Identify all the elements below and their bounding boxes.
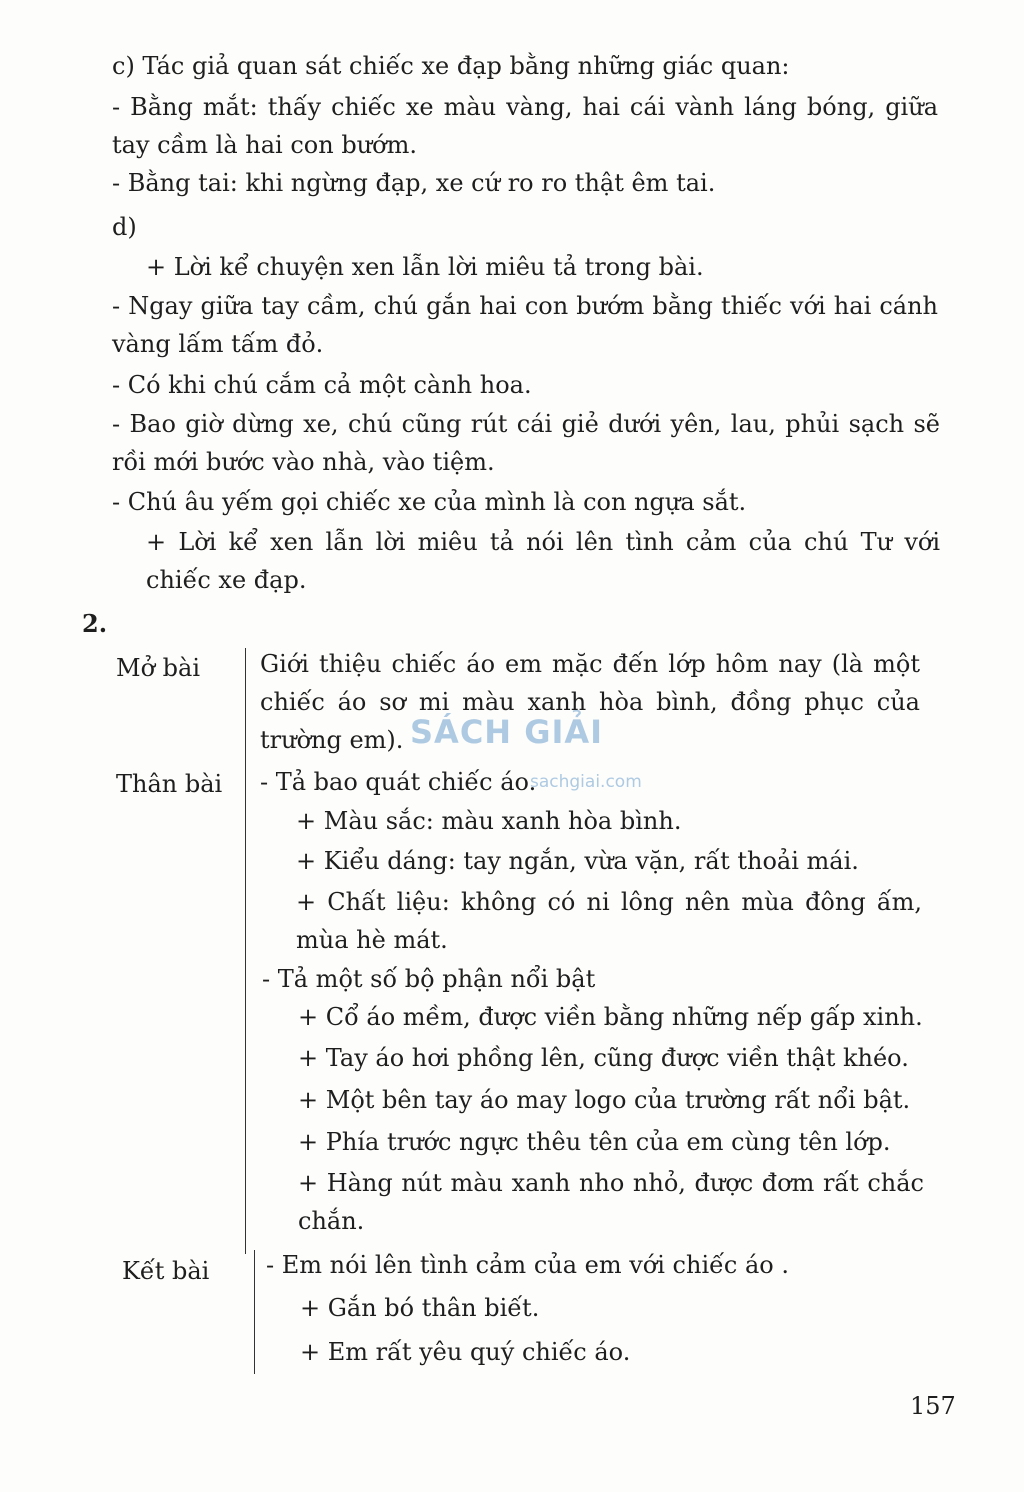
than-bai-collar: + Cổ áo mềm, được viền bằng những nếp gấp xinh. [298,1003,923,1031]
page-number: 157 [910,1392,956,1420]
than-bai-material: + Chất liệu: không có ni lông nên mùa đông ấm, mùa hè mát. [296,888,922,954]
d-intro: + Lời kể chuyện xen lẫn lời miêu tả trong bài. [146,253,704,281]
table-divider-bottom [254,1250,255,1374]
than-bai-buttons: + Hàng nút màu xanh nho nhỏ, được đơm rất chắc chắn. [298,1169,924,1235]
c-intro: c) Tác giả quan sát chiếc xe đạp bằng những giác quan: [112,52,790,80]
than-bai-overview: - Tả bao quát chiếc áo. [260,768,537,796]
than-bai-parts: - Tả một số bộ phận nổi bật [262,965,596,993]
than-bai-sleeve: + Tay áo hơi phồng lên, cũng được viền thật khéo. [298,1044,909,1072]
watermark-brand: SÁCH GIẢI [410,713,604,751]
than-bai-name: + Phía trước ngực thêu tên của em cùng tên lớp. [298,1128,891,1156]
section-2-number: 2. [82,609,108,638]
d-conclusion: + Lời kể xen lẫn lời miêu tả nói lên tình cảm của chú Tư với chiếc xe đạp. [146,528,940,594]
ket-bai-feeling: - Em nói lên tình cảm của em với chiếc áo . [266,1251,789,1279]
d-line-3: - Bao giờ dừng xe, chú cũng rút cái giẻ dưới yên, lau, phủi sạch sẽ rồi mới bước vào nhà, vào tiệm. [112,410,940,476]
watermark-site: sachgiai.com [530,772,642,792]
than-bai-label: Thân bài [116,770,223,798]
d-line-1: - Ngay giữa tay cầm, chú gắn hai con bướm bằng thiếc với hai cánh vàng lấm tấm đỏ. [112,292,938,358]
ket-bai-label: Kết bài [122,1257,210,1285]
ket-bai-love: + Em rất yêu quý chiếc áo. [300,1338,631,1366]
than-bai-style: + Kiểu dáng: tay ngắn, vừa vặn, rất thoải mái. [296,847,859,875]
c-ears: - Bằng tai: khi ngừng đạp, xe cứ ro ro thật êm tai. [112,169,716,197]
d-line-2: - Có khi chú cắm cả một cành hoa. [112,371,532,399]
ket-bai-attached: + Gắn bó thân biết. [300,1294,540,1322]
table-divider-top [245,648,246,1254]
than-bai-color: + Màu sắc: màu xanh hòa bình. [296,807,682,835]
mo-bai-text: Giới thiệu chiếc áo em mặc đến lớp hôm nay (là một chiếc áo sơ mi màu xanh hòa bình, đồng phục của trường em). [260,650,920,754]
c-eyes: - Bằng mắt: thấy chiếc xe màu vàng, hai cái vành láng bóng, giữa tay cầm là hai con bướm. [112,93,938,159]
mo-bai-label: Mở bài [116,654,200,682]
d-label: d) [112,213,137,241]
than-bai-logo: + Một bên tay áo may logo của trường rất nổi bật. [298,1086,911,1114]
d-line-4: - Chú âu yếm gọi chiếc xe của mình là con ngựa sắt. [112,488,747,516]
